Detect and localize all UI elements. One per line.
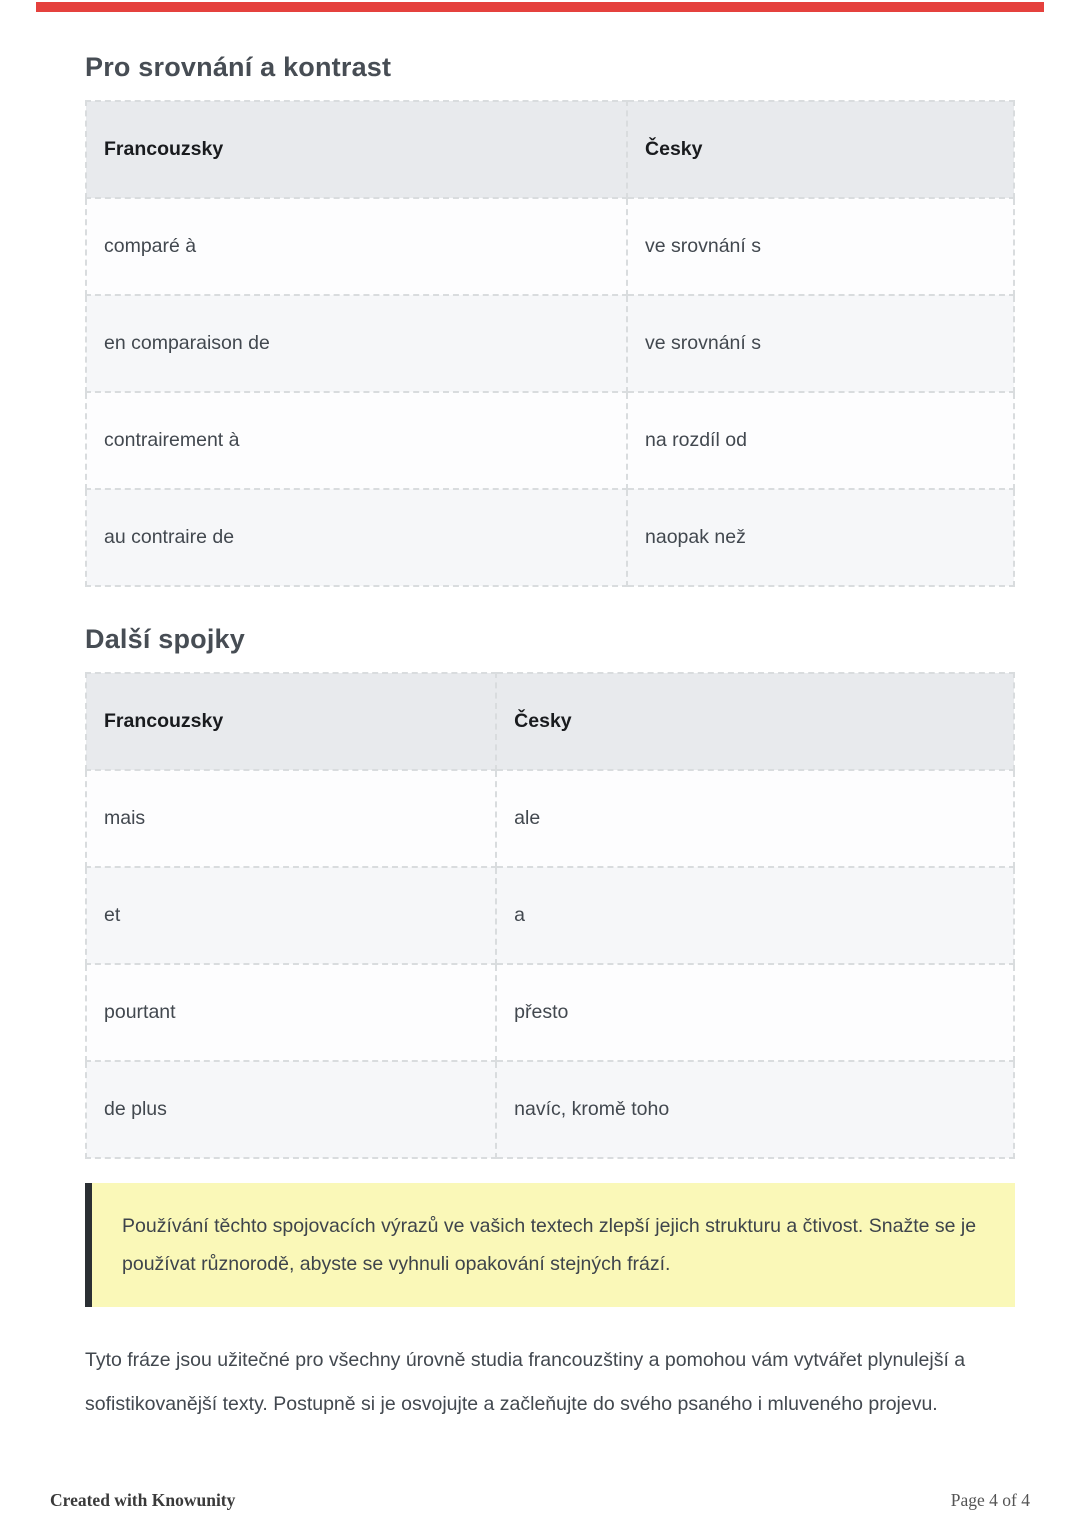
- section-1-heading: Pro srovnání a kontrast: [85, 52, 392, 82]
- cell-french: en comparaison de: [86, 295, 627, 392]
- section-2-heading: Další spojky: [85, 624, 245, 654]
- column-header-french: Francouzsky: [86, 101, 627, 198]
- cell-french: comparé à: [86, 198, 627, 295]
- table-row: [86, 964, 1014, 1061]
- table-row: [86, 489, 1014, 586]
- cell-czech: navíc, kromě toho: [496, 1061, 1014, 1158]
- cell-french: mais: [86, 770, 496, 867]
- cell-czech: ve srovnání s: [627, 198, 1014, 295]
- note-callout: Používání těchto spojovacích výrazů ve vašich textech zlepší jejich strukturu a čtivost. Snažte se je používat různorodě, abyste se vyhnuli opakování stejných frází.: [85, 1183, 1015, 1307]
- cell-czech: na rozdíl od: [627, 392, 1014, 489]
- table-row: [86, 392, 1014, 489]
- cell-czech: a: [496, 867, 1014, 964]
- cell-french: contrairement à: [86, 392, 627, 489]
- cell-french: pourtant: [86, 964, 496, 1061]
- cell-czech: přesto: [496, 964, 1014, 1061]
- table-row: [86, 867, 1014, 964]
- cell-czech: ale: [496, 770, 1014, 867]
- table-header-row: [86, 101, 1014, 198]
- cell-czech: ve srovnání s: [627, 295, 1014, 392]
- conjunctions-table: [85, 672, 1015, 1159]
- top-accent-bar: [36, 2, 1044, 12]
- cell-french: et: [86, 867, 496, 964]
- page-footer: [50, 1490, 1030, 1511]
- table-row: [86, 1061, 1014, 1158]
- cell-french: au contraire de: [86, 489, 627, 586]
- table-row: [86, 770, 1014, 867]
- table-row: [86, 198, 1014, 295]
- table-row: [86, 295, 1014, 392]
- column-header-czech: Česky: [496, 673, 1014, 770]
- column-header-czech: Česky: [627, 101, 1014, 198]
- section-comparison: [85, 52, 1015, 587]
- section-conjunctions: [85, 624, 1015, 1159]
- closing-paragraph: Tyto fráze jsou užitečné pro všechny úrovně studia francouzštiny a pomohou vám vytvářet plynulejší a sofistikovanější texty. Postupně si je osvojujte a začleňujte do svého psaného i mluveného projevu.: [85, 1349, 966, 1415]
- table-header-row: [86, 673, 1014, 770]
- comparison-table: [85, 100, 1015, 587]
- cell-french: de plus: [86, 1061, 496, 1158]
- cell-czech: naopak než: [627, 489, 1014, 586]
- page-number: Page 4 of 4: [950, 1490, 1030, 1510]
- footer-branding: Created with Knowunity: [50, 1490, 236, 1510]
- column-header-french: Francouzsky: [86, 673, 496, 770]
